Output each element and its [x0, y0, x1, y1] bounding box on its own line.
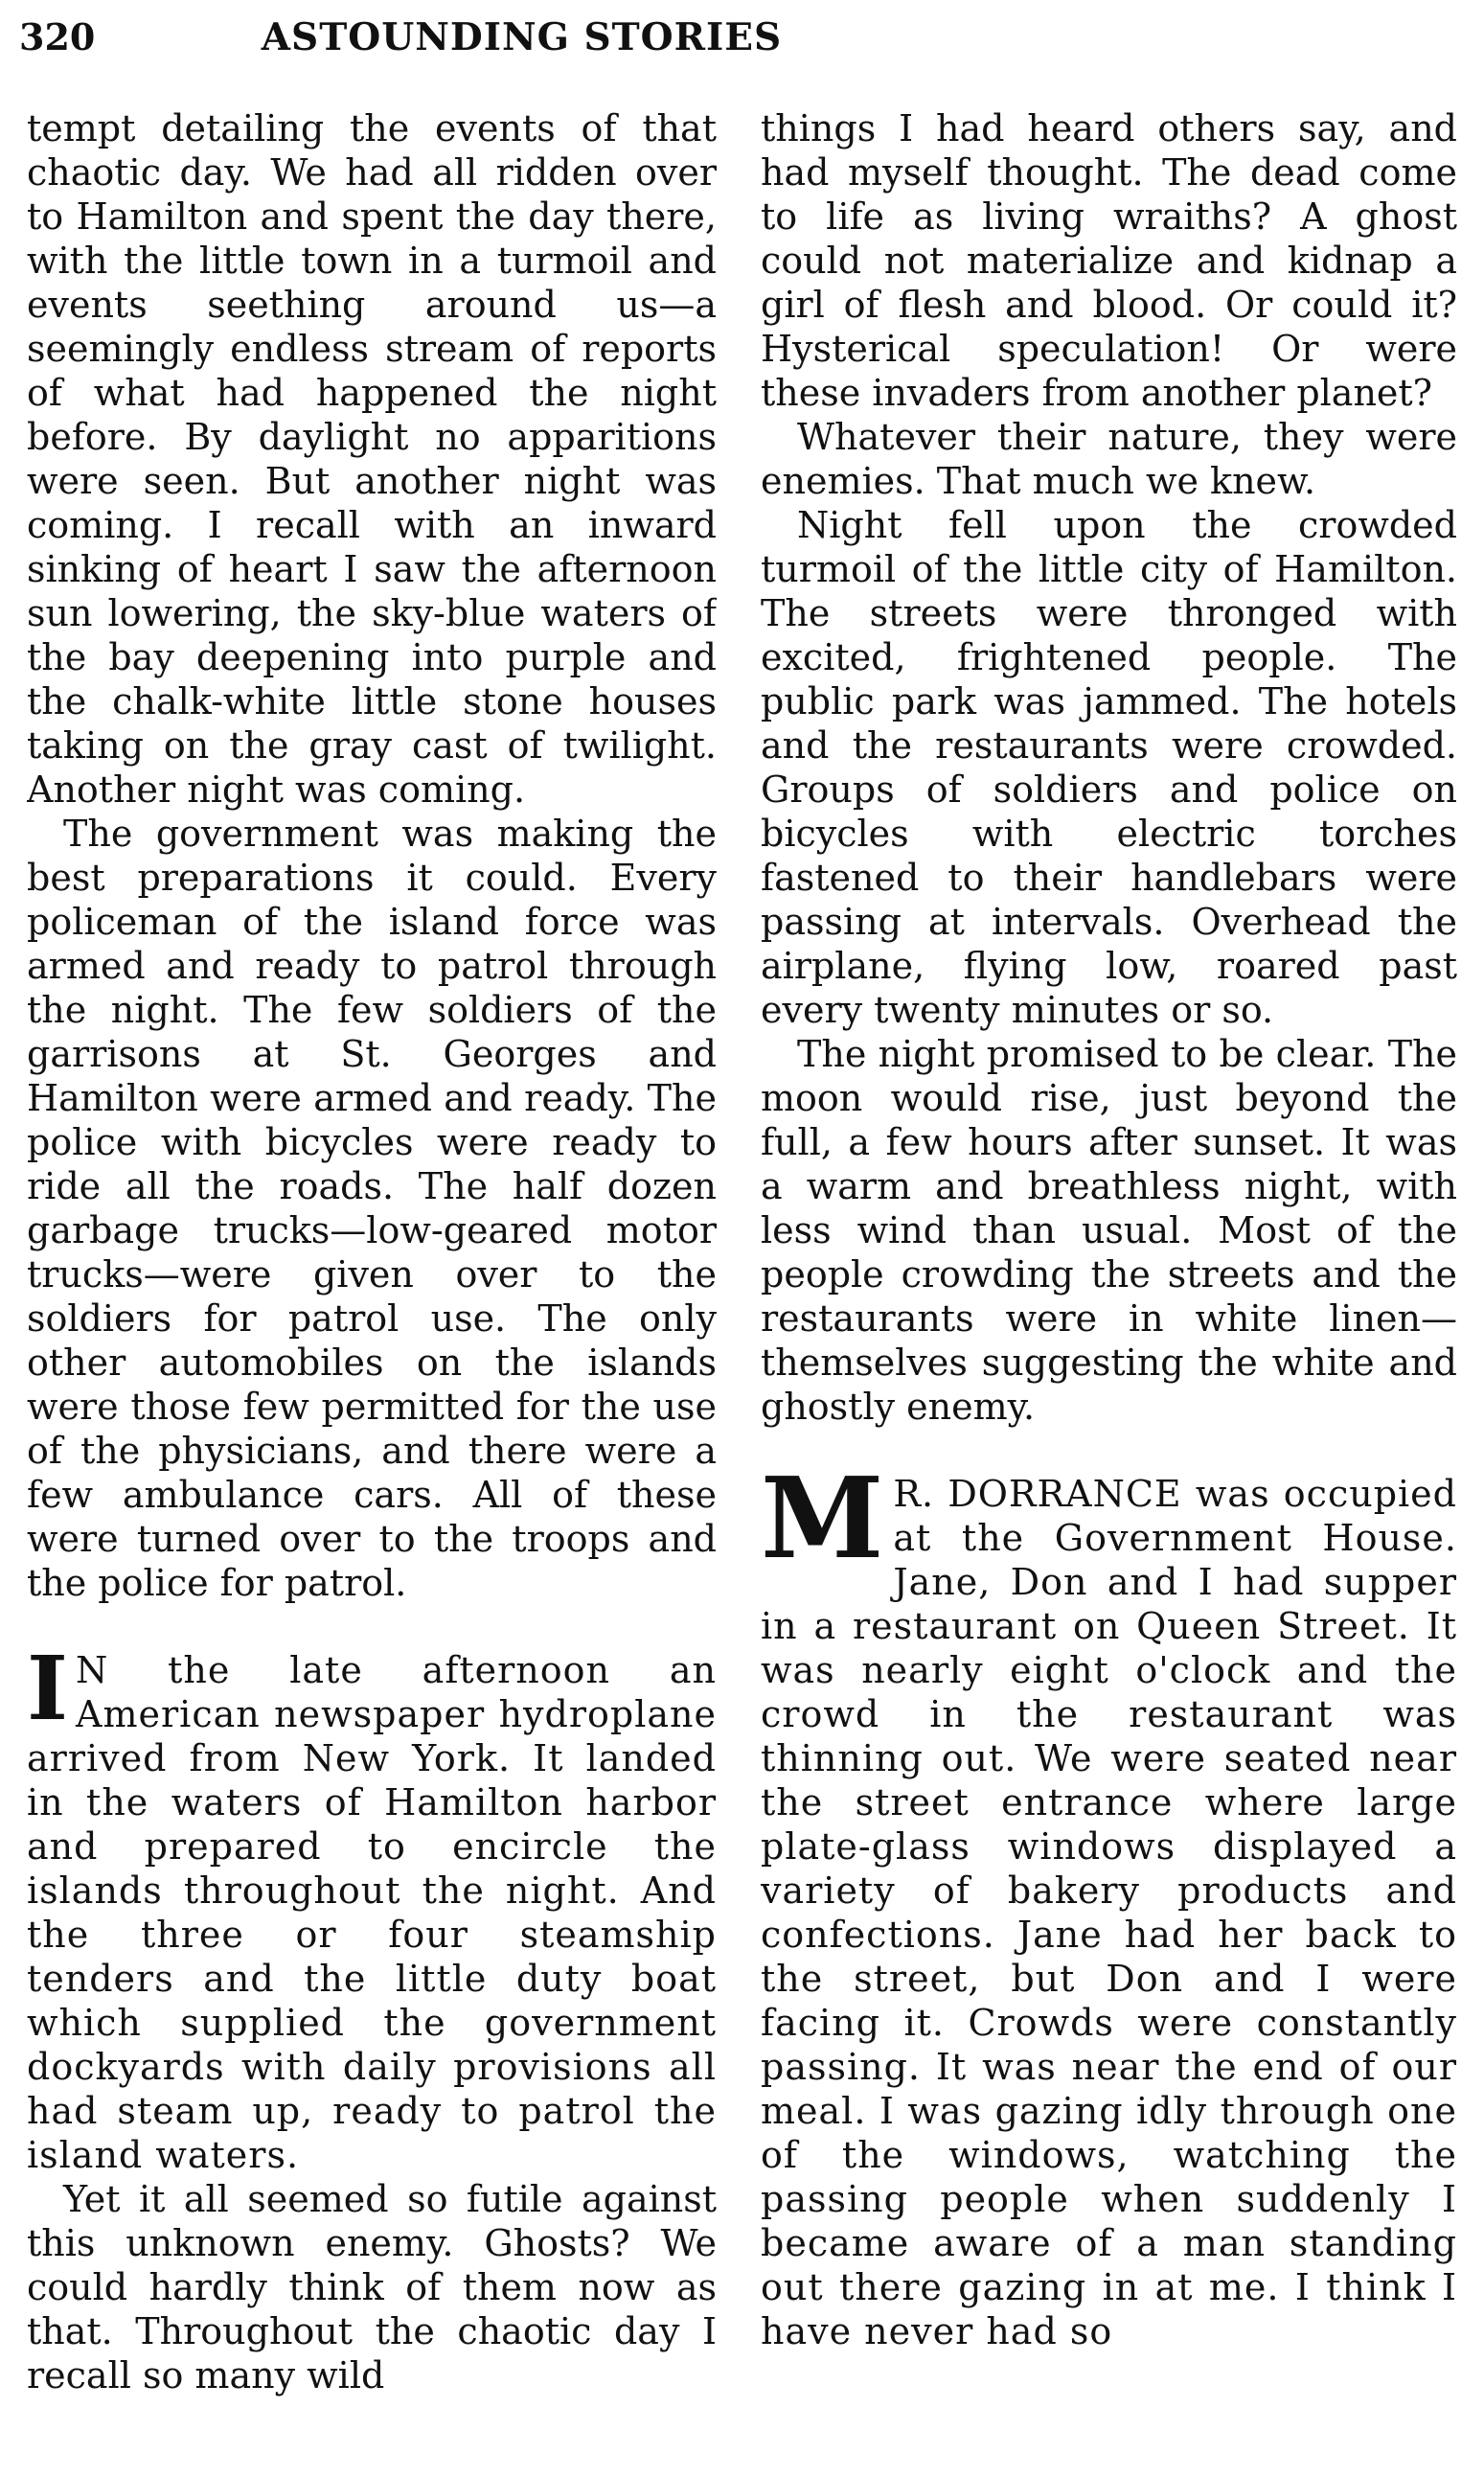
right-text-column — [761, 106, 1457, 2464]
hydroplane-paragraph — [27, 1637, 717, 2177]
futile-enemy-paragraph: Yet it all seemed so futile against this unknown enemy. Ghosts? We could hardly think of them now as that. Throughout the chaotic day I recall so many wild — [27, 2178, 717, 2397]
page-number: 320 — [19, 15, 96, 58]
continued-paragraph: tempt detailing the events of that chaotic day. We had all ridden over to Hamilton and spent the day there, with the little town in a turmoil and events seething around us—a seemingly endless stream of reports of what had happened the night before. By daylight no apparitions were seen. But another night was coming. I recall with an inward sinking of heart I saw the afternoon sun lowering, the sky-blue waters of the bay deepening into purple and the chalk-white little stone houses taking on the gray cast of twilight. Another night was coming. — [27, 107, 717, 811]
continued-paragraph: things I had heard others say, and had myself thought. The dead come to life as living wraiths? A ghost could not materialize and kidnap a girl of flesh and blood. Or could it? Hysterical speculation! Or were these invaders from another planet? — [761, 107, 1457, 414]
page-header — [19, 10, 1465, 65]
mr-dorrance-paragraph — [761, 1454, 1457, 2353]
drop-cap-letter: I — [27, 1637, 69, 1740]
paragraph-text: R. DORRANCE was occupied at the Government House. Jane, Don and I had supper in a restaurant on Queen Street. It was nearly eight o'clock and the crowd in the restaurant was thinning out. We were seated near the street entrance where large plate-glass windows displayed a variety of bakery products and confections. Jane had her back to the street, but Don and I were facing it. Crowds were constantly passing. It was near the end of our meal. I was gazing idly through one of the windows, watching the passing people when suddenly I became aware of a man standing out there gazing in at me. I think I have never had so — [761, 1473, 1457, 2352]
left-text-column — [27, 106, 717, 2464]
paragraph-text: N the late afternoon an American newspaper hydroplane arrived from New York. It landed in the waters of Hamilton harbor and prepared to encircle the islands throughout the night. And the three or four steamship tenders and the little duty boat which supplied the government dockyards with daily provisions all had steam up, ready to patrol the island waters. — [27, 1649, 717, 2176]
government-preparations-paragraph: The government was making the best preparations it could. Every policeman of the island force was armed and ready to patrol through the night. The few soldiers of the garrisons at St. Georges and Hamilton were armed and ready. The police with bicycles were ready to ride all the roads. The half dozen garbage trucks—low-geared motor trucks—were given over to the soldiers for patrol use. The only other automobiles on the islands were those few permitted for the use of the physicians, and there were a few ambulance cars. All of these were turned over to the troops and the police for patrol. — [27, 813, 717, 1604]
night-fell-paragraph: Night fell upon the crowded turmoil of the little city of Hamilton. The streets were thronged with excited, frightened people. The public park was jammed. The hotels and the restaurants were crowded. Groups of soldiers and police on bicycles with electric torches fastened to their handlebars were passing at intervals. Overhead the airplane, flying low, roared past every twenty minutes or so. — [761, 504, 1457, 1031]
running-title: ASTOUNDING STORIES — [261, 15, 783, 59]
drop-cap-letter: M — [761, 1454, 884, 1584]
clear-night-paragraph: The night promised to be clear. The moon would rise, just beyond the full, a few hours after sunset. It was a warm and breathless night, with less wind than usual. Most of the people crowding the streets and the restaurants were in white linen—themselves suggesting the white and ghostly enemy. — [761, 1033, 1457, 1428]
section-break — [27, 1605, 717, 1648]
enemies-paragraph: Whatever their nature, they were enemies. That much we knew. — [761, 416, 1457, 502]
